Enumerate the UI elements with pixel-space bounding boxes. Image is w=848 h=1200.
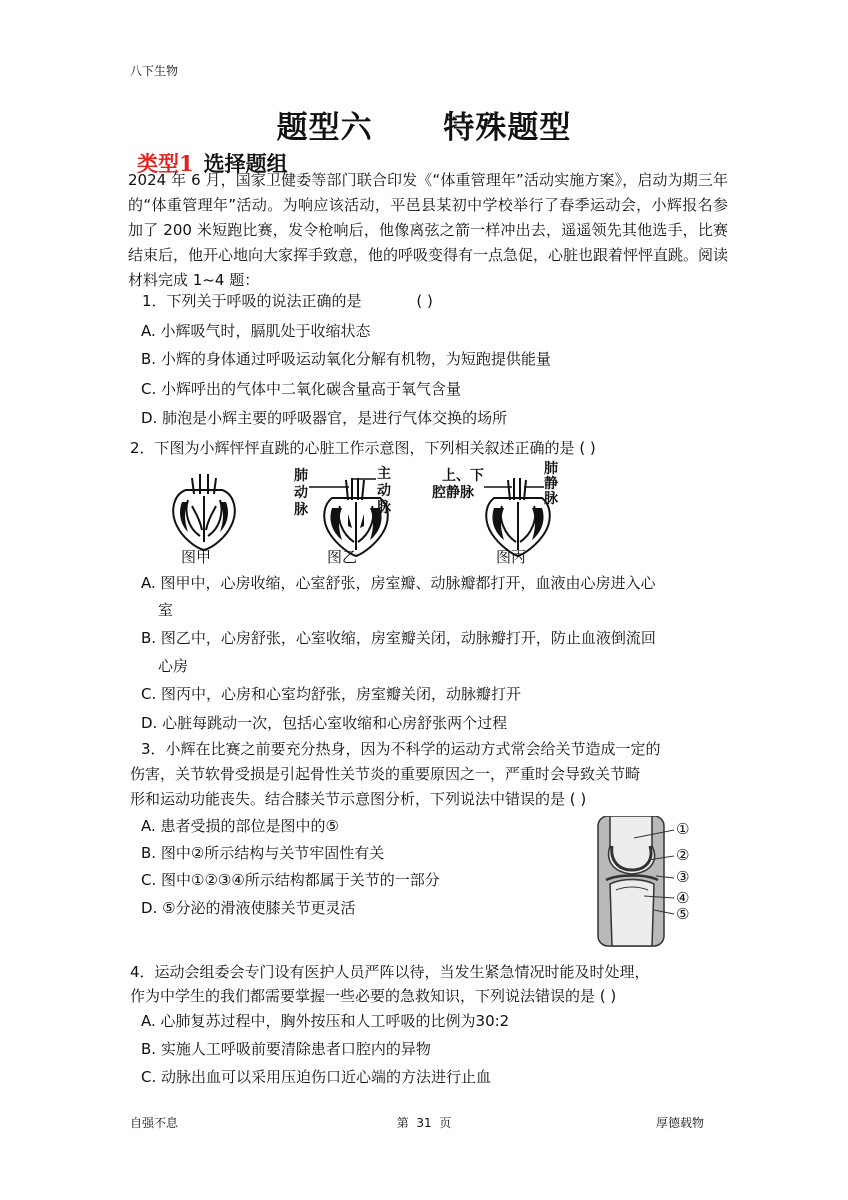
label-char: 肺 (294, 468, 308, 484)
q1-option-c: C. 小辉呼出的气体中二氧化碳含量高于氧气含量 (141, 380, 462, 398)
question-4-line-2: 作为中学生的我们都需要掌握一些必要的急救知识，下列说法错误的是 ( ) (130, 987, 617, 1005)
label-char: 脉 (377, 500, 391, 516)
vena-cava-label (432, 468, 484, 502)
question-1-text: 1．下列关于呼吸的说法正确的是 (142, 292, 362, 310)
intro-paragraph: 2024 年 6 月，国家卫健委等部门联合印发《“体重管理年”活动实施方案》，启动为期三年的“体重管理年”活动。为响应该活动，平邑县某初中学校举行了春季运动会，小辉报名参加了 200 米短跑比赛，发令枪响后，他像离弦之箭一样冲出去，遥遥领先其他选手，比赛结束后，他开心地向大家挥手致意，他的呼吸变得有一点急促，心脏也跟着怦怦直跳。阅读材料完成 1~4 题： (128, 171, 729, 289)
q3-option-a: A. 患者受损的部位是图中的⑤ (141, 817, 339, 835)
label-char: 静 (544, 476, 558, 492)
pulmonary-artery-label (293, 468, 309, 519)
q2-option-b-cont: 心房 (158, 657, 189, 675)
question-3-line-2: 伤害，关节软骨受损是引起骨性关节炎的重要原因之一，严重时会导致关节畸 (130, 765, 641, 783)
aorta-pointer (352, 476, 376, 482)
aorta-label (376, 466, 392, 517)
joint-label-1: ① (676, 820, 690, 838)
label-char: 肺 (544, 461, 558, 477)
joint-label-3: ③ (676, 868, 690, 886)
footer-left: 自强不息 (130, 1116, 179, 1130)
type-title: 选择题组 (203, 152, 288, 176)
q4-option-b: B. 实施人工呼吸前要清除患者口腔内的异物 (141, 1040, 431, 1058)
q1-option-a: A. 小辉吸气时，膈肌处于收缩状态 (141, 322, 371, 340)
figure-b-caption: 图乙 (327, 548, 358, 566)
joint-label-4: ④ (676, 889, 690, 907)
question-2-stem: 2．下图为小辉怦怦直跳的心脏工作示意图，下列相关叙述正确的是 ( ) (130, 439, 596, 457)
q3-option-d: D. ⑤分泌的滑液使膝关节更灵活 (141, 899, 356, 917)
vena-cava-pointer (484, 484, 512, 490)
q3-option-c: C. 图中①②③④所示结构都属于关节的一部分 (141, 871, 440, 889)
question-3-line-1: 3．小辉在比赛之前要充分热身，因为不科学的运动方式常会给关节造成一定的 (141, 740, 661, 758)
heart-figure-a (166, 472, 242, 552)
q3-option-b: B. 图中②所示结构与关节牢固性有关 (141, 844, 385, 862)
page-header: 八下生物 (130, 64, 179, 78)
q1-option-b: B. 小辉的身体通过呼吸运动氧化分解有机物，为短跑提供能量 (141, 350, 551, 368)
pulmonary-vein-label (543, 462, 559, 507)
q4-option-a: A. 心肺复苏过程中，胸外按压和人工呼吸的比例为30:2 (141, 1012, 510, 1030)
figure-a-caption: 图甲 (181, 548, 212, 566)
footer-right: 厚德载物 (656, 1116, 705, 1130)
page-title: 题型六 特殊题型 (276, 110, 572, 146)
q4-option-c: C. 动脉出血可以采用压迫伤口近心端的方法进行止血 (141, 1068, 492, 1086)
q2-option-c: C. 图丙中，心房和心室均舒张，房室瓣关闭，动脉瓣打开 (141, 685, 522, 703)
question-4-line-1: 4．运动会组委会专门设有医护人员严阵以待，当发生紧急情况时能及时处理， (130, 963, 650, 981)
question-1-stem (142, 290, 433, 311)
joint-label-5: ⑤ (676, 905, 690, 923)
label-char: 主 (377, 466, 391, 482)
q2-option-a-cont: 室 (158, 601, 174, 619)
type-label: 类型1 (137, 151, 194, 176)
q2-option-d: D. 心脏每跳动一次，包括心室收缩和心房舒张两个过程 (141, 714, 508, 732)
label-line: 上、下 (442, 468, 484, 484)
q1-option-d: D. 肺泡是小辉主要的呼吸器官，是进行气体交换的场所 (141, 409, 508, 427)
q2-option-b: B. 图乙中，心房舒张，心室收缩，房室瓣关闭，动脉瓣打开，防止血液倒流回 (141, 629, 656, 647)
answer-blank: ( ) (416, 292, 433, 310)
page-number: 第 31 页 (396, 1116, 452, 1130)
label-char: 脉 (294, 502, 308, 518)
pulmonary-artery-pointer (309, 484, 349, 490)
question-3-line-3: 形和运动功能丧失。结合膝关节示意图分析，下列说法中错误的是 ( ) (130, 790, 587, 808)
pulmonary-vein-pointer (524, 484, 544, 490)
q2-option-a: A. 图甲中，心房收缩，心室舒张，房室瓣、动脉瓣都打开，血液由心房进入心 (141, 574, 656, 592)
label-char: 脉 (544, 491, 558, 507)
label-char: 动 (294, 485, 308, 501)
label-line: 腔静脉 (432, 485, 474, 501)
joint-label-2: ② (676, 846, 690, 864)
figure-c-caption: 图丙 (496, 548, 527, 566)
label-char: 动 (377, 483, 391, 499)
